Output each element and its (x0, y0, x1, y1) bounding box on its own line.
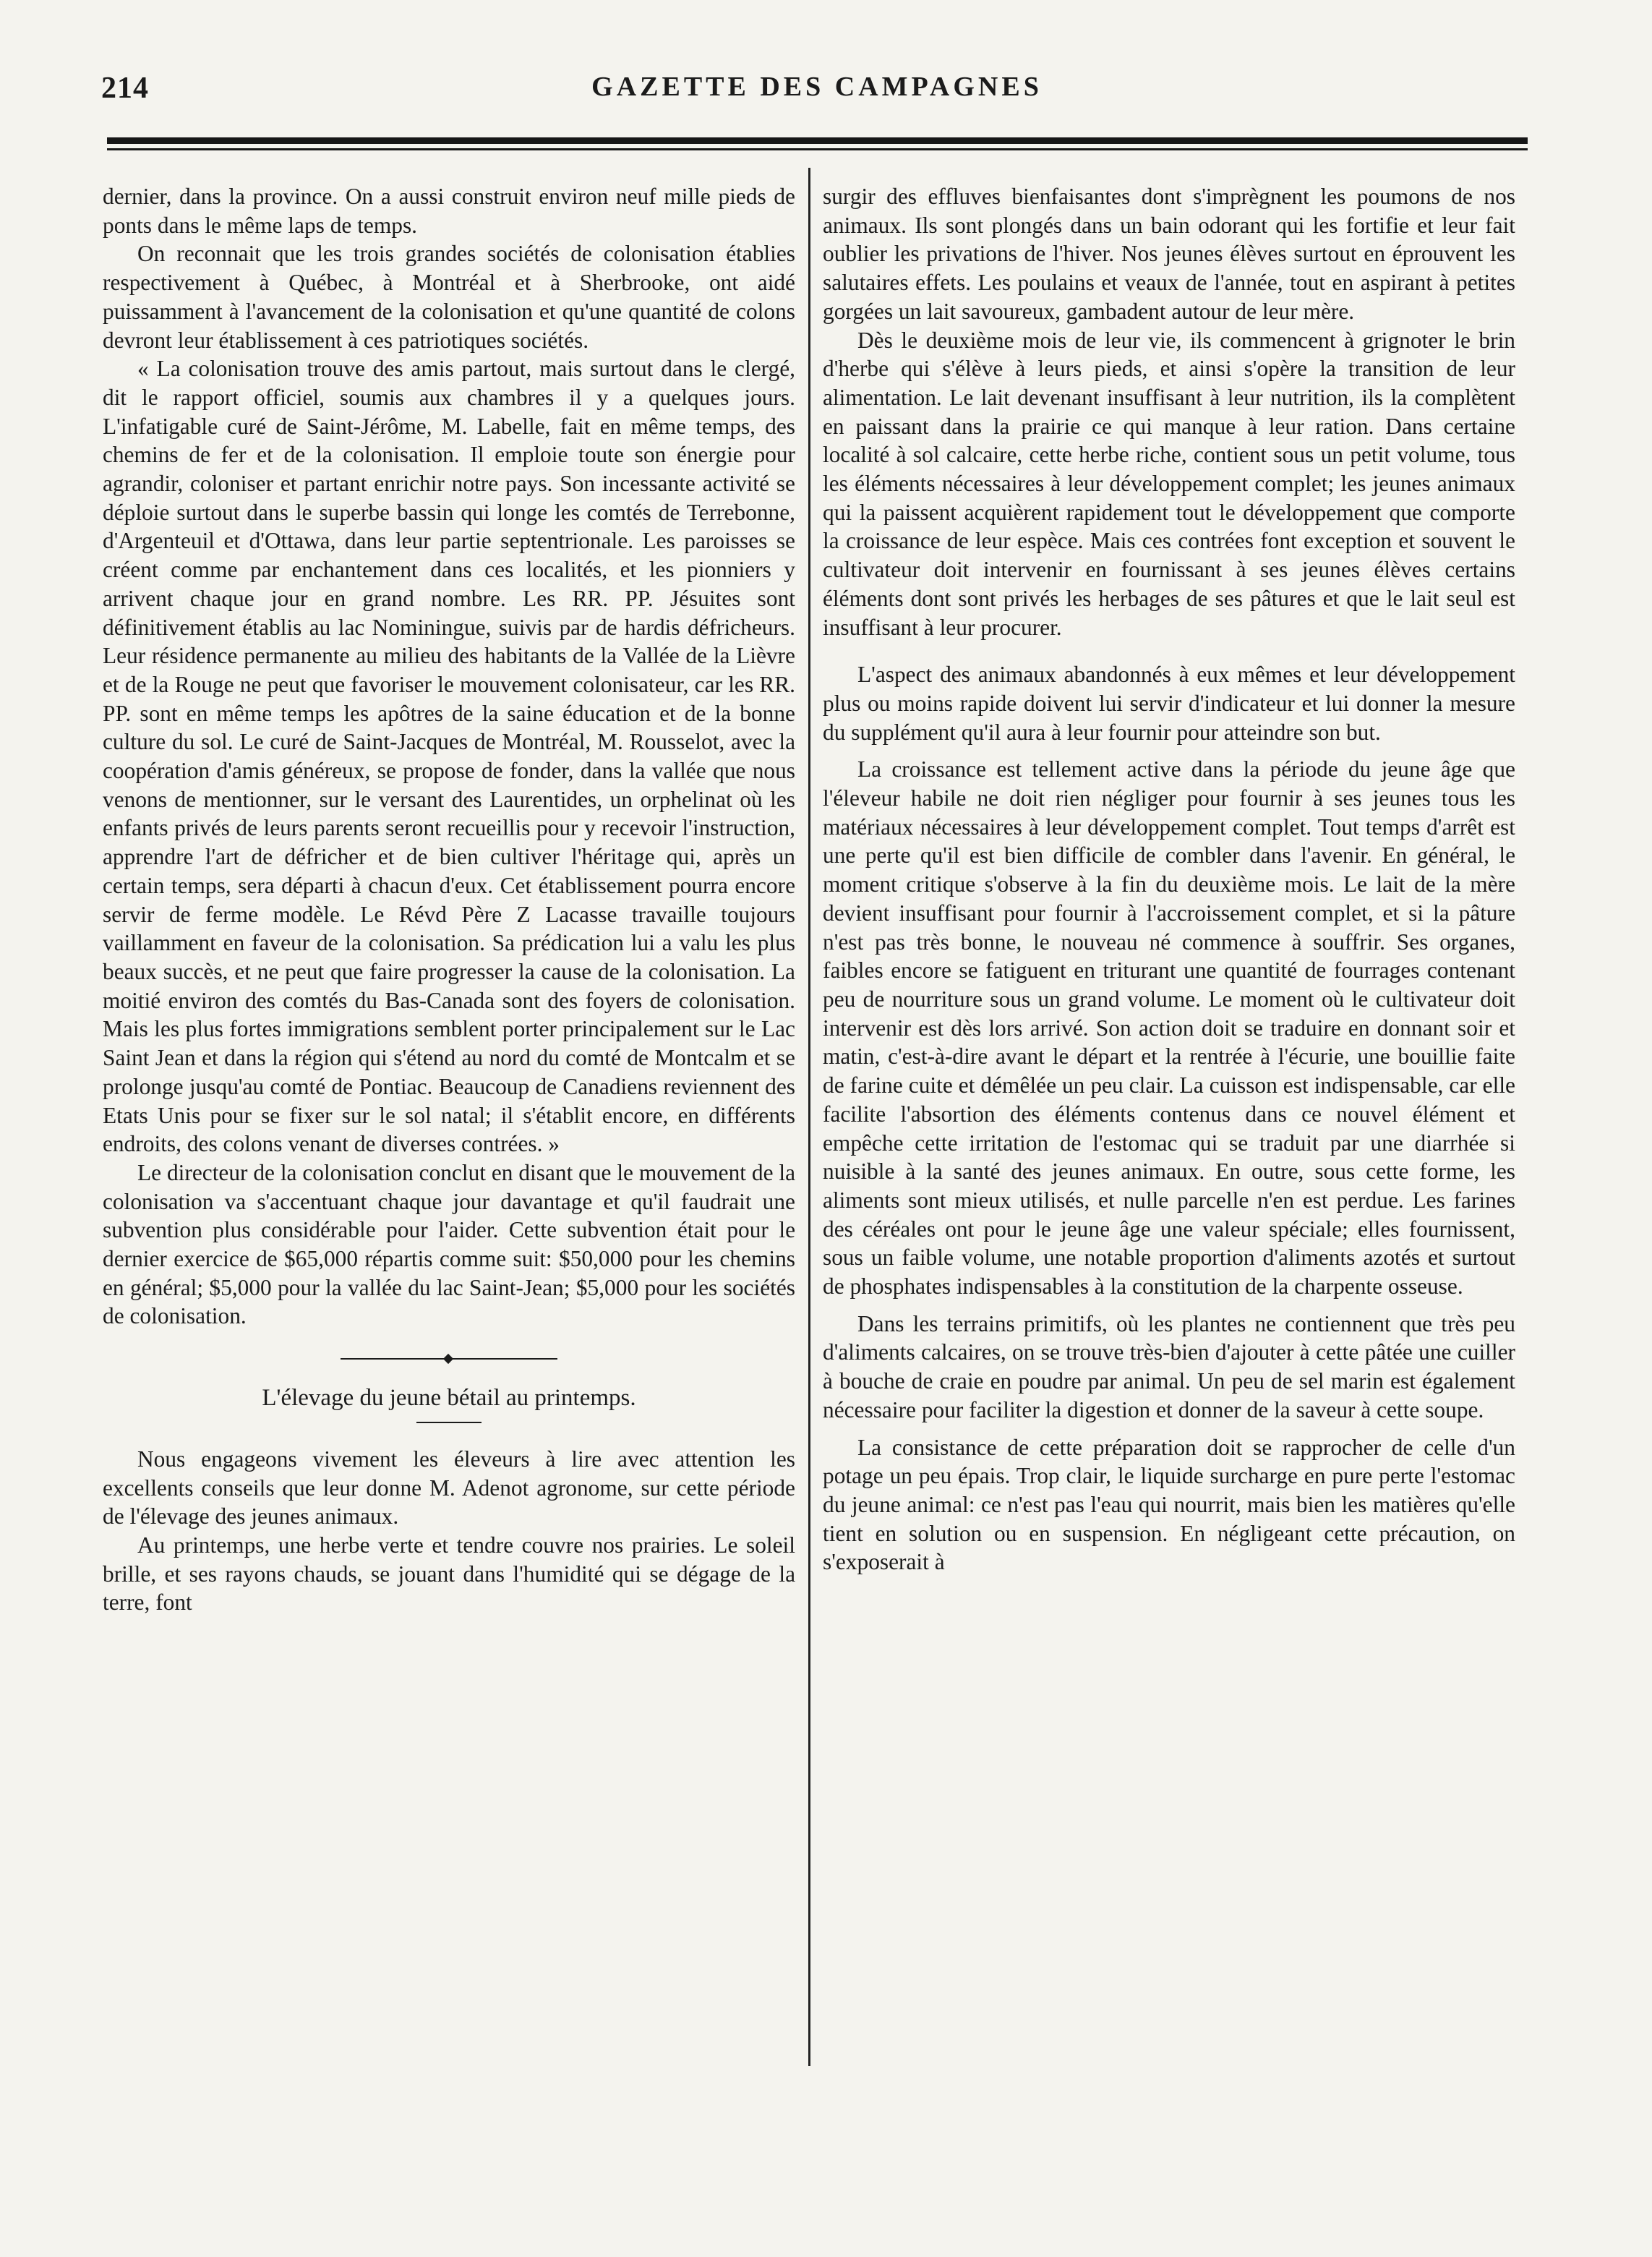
heading-underline (416, 1422, 482, 1423)
header-rule-thick (107, 137, 1528, 144)
section-paragraph: Nous engageons vivement les éleveurs à lire avec attention les excellents conseils que leur donne M. Adenot agronome, sur cette période de l'élevage des jeunes animaux. (103, 1446, 795, 1529)
right-paragraph: L'aspect des animaux abandonnés à eux mêmes et leur développement plus ou moins rapide doivent lui servir d'indicateur et lui donner la mesure du supplément qu'il aura à leur fournir pour atteindre son but. (823, 662, 1515, 745)
right-paragraph: La consistance de cette préparation doit se rapprocher de celle d'un potage un peu épais. Trop clair, le liquide surcharge en pure perte l'estomac du jeune animal: ce n'est pas l'eau qui nourrit, mais bien les matières qu'elle tient en solution ou en suspension. En négligeant cette précaution, on s'exposerait à (823, 1434, 1515, 1575)
header-rule-thin (107, 148, 1528, 150)
right-paragraph: surgir des effluves bienfaisantes dont s'imprègnent les poumons de nos animaux. Ils sont plongés dans un bain odorant qui les fortifie et leur fait oublier les privations de l'hiver. Nos jeunes élèves surtout en éprouvent les salutaires effets. Les poulains et veaux de l'année, tout en aspirant à petites gorgées un lait savoureux, gambadent autour de leur mère. (823, 184, 1515, 324)
right-paragraph: La croissance est tellement active dans la période du jeune âge que l'éleveur habile ne doit rien négliger pour fournir à ses jeunes tous les matériaux nécessaires à leur développement complet. Tout temps d'arrêt est une perte qu'il est bien difficile de combler dans l'avenir. En général, le moment critique s'observe à la fin du deuxième mois. Le lait de la mère devient insuffisant pour fournir à l'accroissement complet, et si la pâture n'est pas très bonne, le nouveau né commence à souffrir. Ses organes, faibles encore se fatiguent en triturant une quantité de fourrages contenant peu de nourriture sous un grand volume. Le moment où le cultivateur doit intervenir est dès lors arrivé. Son action doit se traduire en donnant soir et matin, c'est-à-dire avant le départ et la rentrée à l'écurie, une bouillie faite de farine cuite et démêlée un peu clair. La cuisson est indispensable, car elle facilite l'absortion des éléments contenus dans ce nouvel élément et empêche cette irritation de l'estomac qui se traduit par une diarrhée si nuisible à la santé des jeunes animaux. En outre, sous cette forme, les aliments sont mieux utilisés, et nulle parcelle n'en est perdue. Les farines des céréales ont pour le jeune âge une valeur spéciale; elles fournissent, sous un faible volume, une notable proportion d'aliments azotés et surtout de phosphates indispensables à la constitution de la charpente osseuse. (823, 756, 1515, 1300)
left-paragraph: On reconnait que les trois grandes sociétés de colonisation établies respectivement à Québec, à Montréal et à Sherbrooke, ont aidé puissamment à l'avancement de la colonisation et qu'une quantité de colons devront leur établissement à ces patriotiques sociétés. (103, 241, 795, 353)
left-paragraph: Le directeur de la colonisation conclut en disant que le mouvement de la colonisation va s'accentuant chaque jour davantage et qu'il faudrait une subvention plus considérable pour l'aider. Cette subvention était pour le dernier exercice de $65,000 répartis comme suit: $50,000 pour les chemins en général; $5,000 pour la vallée du lac Saint-Jean; $5,000 pour les sociétés de colonisation. (103, 1159, 795, 1329)
section-heading: L'élevage du jeune bétail au printemps. (262, 1385, 636, 1412)
left-column (103, 182, 795, 2070)
left-paragraph: « La colonisation trouve des amis partout, mais surtout dans le clergé, dit le rapport officiel, soumis aux chambres il y a quelques jours. L'infatigable curé de Saint-Jérôme, M. Labelle, fait en même temps, des chemins de fer et de la colonisation. Il emploie toute son énergie pour agrandir, coloniser et partant enrichir notre pays. Son incessante activité se déploie surtout dans le superbe bassin qui longe les comtés de Terrebonne, d'Argenteuil et d'Ottawa, dans leur partie septentrionale. Les paroisses se créent comme par enchantement dans ces localités, et les pionniers y arrivent chaque jour en grand nombre. Les RR. PP. Jésuites sont définitivement établis au lac Nominingue, suivis par de hardis défricheurs. Leur résidence permanente au milieu des habitants de la Vallée de la Lièvre et de la Rouge ne peut que favoriser le mouvement colonisateur, car les RR. PP. sont en même temps les apôtres de la saine éducation et de la bonne culture du sol. Le curé de Saint-Jacques de Montréal, M. Rousselot, avec la coopération d'amis généreux, se propose de fonder, dans la vallée que nous venons de mentionner, sur le versant des Laurentides, un orphelinat où les enfants privés de leurs parents seront recueillis pour y recevoir l'instruction, apprendre l'art de défricher et de bien cultiver l'héritage qui, après un certain temps, sera départi à chacun d'eux. Cet établissement pourra encore servir de ferme modèle. Le Révd Père Z Lacasse travaille toujours vaillamment en faveur de la colonisation. Sa prédication lui a valu les plus beaux succès, et ne peut que faire progresser la cause de la colonisation. La moitié environ des comtés du Bas-Canada sont des foyers de colonisation. Mais les plus fortes immigrations semblent porter principalement sur le Lac Saint Jean et dans la région qui s'étend au nord du comté de Montcalm et se prolonge jusqu'au comté de Pontiac. Beaucoup de Canadiens reviennent des Etats Unis pour se fixer sur le sol natal; il s'établit encore, en différents endroits, des colons venant de diverses contrées. » (103, 356, 795, 1157)
page-header (101, 71, 1533, 121)
right-paragraph: Dès le deuxième mois de leur vie, ils commencent à grignoter le brin d'herbe qui s'élève à leurs pieds, et ainsi s'opère la transition de leur alimentation. Le lait devenant insuffisant à leur nutrition, ils la complètent en paissant dans la prairie ce qui manque à leur ration. Dans certaine localité à sol calcaire, cette herbe riche, contient sous un petit volume, tous les éléments nécessaires à leur développement complet; les jeunes animaux qui la paissent acquièrent rapidement tout le développement que comporte la croissance de leur espèce. Mais ces contrées font exception et souvent le cultivateur doit intervenir en fournissant à ses jeunes élèves certains éléments dont sont privés les herbages de ses pâtures et que le lait seul est insuffisant à leur procurer. (823, 327, 1515, 640)
right-paragraph: Dans les terrains primitifs, où les plantes ne contiennent que très peu d'aliments calcaires, on se trouve très-bien d'ajouter à cette pâtée une cuiller à bouche de craie en poudre par animal. Un peu de sel marin est également nécessaire pour faciliter la digestion et donner de la saveur à cette soupe. (823, 1310, 1515, 1422)
page-number: 214 (101, 72, 149, 105)
column-divider (808, 168, 810, 2066)
right-column (823, 182, 1515, 2070)
left-paragraph: dernier, dans la province. On a aussi construit environ neuf mille pieds de ponts dans le même laps de temps. (103, 184, 795, 238)
section-paragraph: Au printemps, une herbe verte et tendre couvre nos prairies. Le soleil brille, et ses rayons chauds, se jouant dans l'humidité qui se dégage de la terre, font (103, 1532, 795, 1616)
running-title: GAZETTE DES CAMPAGNES (591, 72, 1043, 102)
section-divider-ornament (341, 1355, 557, 1362)
